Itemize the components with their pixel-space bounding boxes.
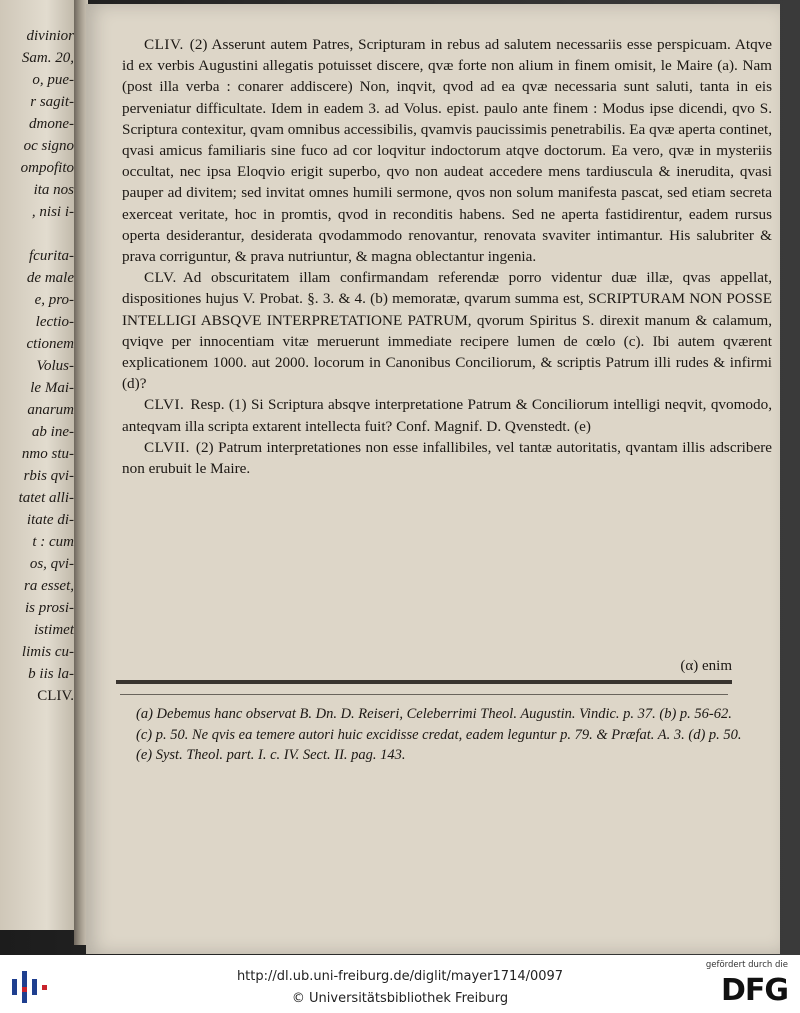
left-page-line: e, pro- (34, 292, 74, 308)
left-page-line: anarum (27, 402, 74, 418)
book-page (86, 4, 780, 954)
section-number: CLV. (144, 269, 177, 287)
left-page-line: o, pue- (32, 72, 74, 88)
left-page-line: nmo stu- (21, 446, 74, 462)
left-page-line: ra esset, (24, 578, 74, 594)
left-page-line: t : cum (32, 534, 74, 550)
left-page-line: le Mai- (30, 380, 74, 396)
left-page-line: lectio- (35, 314, 74, 330)
left-page-line: rbis qvi- (23, 468, 74, 484)
source-url-link[interactable]: http://dl.ub.uni-freiburg.de/diglit/mayer1714/0097 (236, 969, 564, 984)
left-page-line: Sam. 20, (21, 50, 74, 66)
left-page-line: ita nos (33, 182, 74, 198)
catchword: (α) enim (680, 658, 732, 674)
paragraph-text: Ad obscuritatem illam confirmandam referendæ porro videntur duæ illæ, qvas appellat, dispositiones hujus V. Probat. §. 3. & 4. (b) memoratæ, qvarum summa est, SCRIPTURAM NON POSSE INTELLIGI ABSQVE INTERPRETATIONE PATRUM, qvorum Spiritus S. direxit manum & calamum, qviqve per innocentiam vitæ meruerunt immediate recipere lumen de cœlo (c). Ibi autem qværent explicationem 1000. aut 2000. locorum in Canonibus Conciliorum, & scriptis Patrum illi rudes & infirmi (d)? (122, 269, 772, 393)
left-page-fragment (0, 0, 78, 930)
paragraph-text: (2) Asserunt autem Patres, Scripturam in rebus ad salutem necessariis esse perspicuam. Atqve id ex verbis Augustini allegatis potuisset discere, qvæ forte non alium in finem omisit, le Maire (a). Nam (post illa verba : conarer addiscere) Non, inqvit, qvod ad ea qvæ necessaria sunt saluti, tanta in eis perveniatur difficultate. Idem in eadem 3. ad Volus. epist. paulo ante finem : Modus ipse dicendi, qvo S. Scriptura contexitur, qvam omnibus accessibilis, qvamvis paucissimis penetrabilis. Ea qvæ aperta continet, qvasi amicus familiaris sine fuco ad cor loqvitur indoctorum atqve doctorum. Ea vero, qvæ in mysteriis occultat, nec ipsa Eloqvio erigit superbo, qvo non audeat accedere mens tardiuscula & inerudita, qvasi pauper ad divitem; sed invitat omnes humili sermone, qvos non solum manifesta pascat, sed etiam secreta exerceat veritate, hoc in promtis, qvod in reconditis habens. Sed ne aperta fastidirentur, eadem rursus operta desiderantur, desiderata qvodammodo renovantur, renovata svaviter intimantur. His salubriter & prava corriguntur, & prava nutriuntur, & magna oblectantur ingenia. (122, 36, 772, 266)
paragraph-clv (122, 267, 772, 394)
paragraph-clvii (122, 437, 772, 479)
copyright-text: © Universitätsbibliothek Freiburg (291, 991, 509, 1006)
left-page-line: b iis la- (28, 666, 74, 682)
left-page-line: istimet (34, 622, 74, 638)
section-number: CLVI. (144, 396, 185, 414)
left-page-line: dmone- (29, 116, 74, 132)
left-page-line: is prosi- (24, 600, 74, 616)
left-page-line: os, qvi- (29, 556, 74, 572)
left-page-line: itate di- (26, 512, 74, 528)
left-page-line: oc signo (23, 138, 74, 154)
dfg-logo (700, 959, 790, 1009)
section-number: CLIV. (144, 36, 184, 53)
left-page-line: fcurita- (29, 248, 74, 264)
left-page-line: limis cu- (21, 644, 74, 660)
left-page-line: divinior (26, 28, 74, 44)
footnote-rule (116, 680, 732, 684)
left-page-line: CLIV. (37, 688, 74, 704)
left-page-line: tatet alli- (18, 490, 74, 506)
funding-note: gefördert durch die (705, 960, 788, 970)
paragraph-text: Resp. (1) Si Scriptura absqve interpretatione Patrum & Conciliorum intelligi neqvit, qvomodo, anteqvam illa scripta extarent intellecta fuit? Conf. Magnif. D. Qvenstedt. (e) (122, 396, 772, 435)
left-page-line: Volus- (36, 358, 74, 374)
footer-bar (0, 955, 800, 1013)
page-text (122, 34, 772, 479)
left-page-line: ompofito (20, 160, 74, 176)
paragraph-clvi (122, 394, 772, 436)
footnote-rule-thin (120, 694, 728, 695)
left-page-line: ab ine- (31, 424, 74, 440)
section-number: CLVII. (144, 438, 190, 456)
paragraph-cliv (122, 34, 772, 267)
footnotes: (a) Debemus hanc observat B. Dn. D. Reiseri, Celeberrimi Theol. Augustin. Vindic. p. 37. (b) p. 56-62. (c) p. 50. Ne qvis ea temere autori huic excidisse credat, eadem leguntur p. 79. & Præfat. A. 3. (d) p. 50. (e) Syst. Theol. part. I. c. IV. Sect. II. pag. 143. (136, 706, 742, 763)
paragraph-text: (2) Patrum interpretationes non esse infallibiles, vel tantæ autoritatis, qvantam illis adscribere non erubuit le Maire. (122, 438, 772, 478)
dfg-wordmark: DFG (720, 973, 788, 1008)
left-page-line: r sagit- (30, 94, 74, 110)
left-page-line: , nisi i- (31, 204, 74, 220)
left-page-line: de male (26, 270, 74, 286)
left-page-line: ctionem (26, 336, 74, 352)
